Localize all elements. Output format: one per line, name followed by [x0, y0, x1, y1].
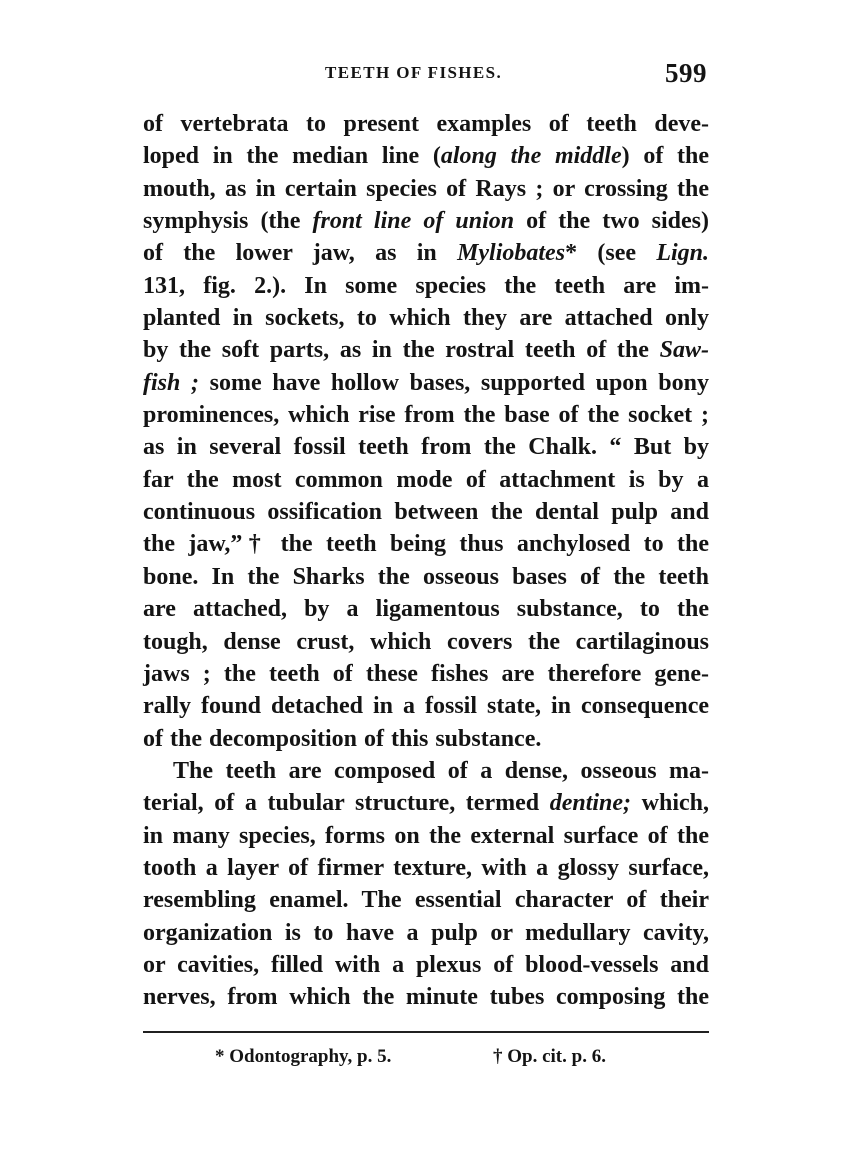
page-number: 599 — [665, 58, 707, 88]
text-line — [143, 981, 709, 1013]
text-line — [143, 884, 709, 916]
italic-phrase: Saw- — [659, 337, 709, 364]
text-line — [143, 496, 709, 528]
text-run: loped in the median line ( — [143, 143, 441, 170]
text-run: * (see — [565, 240, 657, 267]
italic-phrase: dentine; — [549, 790, 632, 817]
italic-phrase: Myliobates — [457, 240, 566, 267]
text-run: of the decomposition of this substance. — [143, 725, 542, 752]
text-run: jaws ; the teeth of these fishes are therefore gene- — [143, 660, 709, 687]
text-run: ) of the — [621, 143, 710, 170]
italic-phrase: Lign. — [656, 240, 709, 267]
text-line — [143, 820, 709, 852]
text-run: rally found detached in a fossil state, in consequence — [143, 693, 709, 720]
text-run: the jaw,”† the teeth being thus anchylosed to the — [143, 531, 709, 558]
footnote-rule — [143, 1031, 709, 1033]
text-line — [143, 270, 709, 302]
text-run: far the most common mode of attachment is by a — [143, 466, 709, 493]
text-run: 131, fig. 2.). In some species the teeth are im- — [143, 272, 709, 299]
text-run: prominences, which rise from the base of the socket ; — [143, 402, 709, 429]
text-run: continuous ossification between the dental pulp and — [143, 499, 709, 526]
text-run: of the two sides) — [514, 208, 710, 235]
italic-phrase: front line of union — [312, 208, 515, 235]
text-run: nerves, from which the minute tubes composing the — [143, 984, 709, 1011]
text-line — [143, 593, 709, 625]
text-run: mouth, as in certain species of Rays ; or crossing the — [143, 175, 709, 202]
text-line — [143, 949, 709, 981]
text-line — [143, 205, 709, 237]
text-run: The teeth are composed of a dense, osseous ma- — [173, 757, 709, 784]
text-line — [143, 755, 709, 787]
running-head — [143, 58, 709, 94]
text-line — [143, 852, 709, 884]
text-line — [143, 108, 709, 140]
text-run: or cavities, filled with a plexus of blood-vessels and — [143, 951, 709, 978]
text-line — [143, 917, 709, 949]
italic-phrase: fish ; — [143, 369, 199, 396]
text-line — [143, 658, 709, 690]
text-run: of the lower jaw, as in — [143, 240, 458, 267]
text-line — [143, 367, 709, 399]
text-run: symphysis (the — [143, 208, 313, 235]
text-run: by the soft parts, as in the rostral teeth of the — [143, 337, 660, 364]
text-run: bone. In the Sharks the osseous bases of the teeth — [143, 563, 709, 590]
text-run: some have hollow bases, supported upon bony — [199, 369, 709, 396]
footnote-odontography: * Odontography, p. 5. — [215, 1046, 392, 1067]
text-run: terial, of a tubular structure, termed — [143, 790, 550, 817]
body-text — [143, 108, 709, 1014]
footnotes — [143, 1046, 709, 1076]
text-run: tough, dense crust, which covers the cartilaginous — [143, 628, 709, 655]
footnote-op-cit: † Op. cit. p. 6. — [493, 1046, 606, 1067]
text-run: organization is to have a pulp or medullary cavity, — [143, 919, 709, 946]
text-line — [143, 302, 709, 334]
text-run: of vertebrata to present examples of teeth deve- — [143, 111, 709, 137]
text-line — [143, 787, 709, 819]
text-run: in many species, forms on the external surface of the — [143, 822, 709, 849]
text-line — [143, 334, 709, 366]
text-run: are attached, by a ligamentous substance, to the — [143, 596, 709, 623]
text-run: planted in sockets, to which they are attached only — [143, 305, 709, 332]
text-run: as in several fossil teeth from the Chalk. “ But by — [143, 434, 709, 461]
text-line — [143, 140, 709, 172]
text-run: which, — [631, 790, 709, 817]
text-run: resembling enamel. The essential character of their — [143, 887, 709, 914]
text-line — [143, 528, 709, 560]
text-run: tooth a layer of firmer texture, with a glossy surface, — [143, 854, 709, 881]
text-line — [143, 690, 709, 722]
text-line — [143, 237, 709, 269]
text-line — [143, 399, 709, 431]
text-line — [143, 173, 709, 205]
text-line — [143, 561, 709, 593]
italic-phrase: along the middle — [440, 143, 622, 170]
text-line — [143, 464, 709, 496]
text-line — [143, 431, 709, 463]
text-line — [143, 723, 709, 755]
text-line — [143, 626, 709, 658]
running-title: TEETH OF FISHES. — [325, 63, 503, 82]
